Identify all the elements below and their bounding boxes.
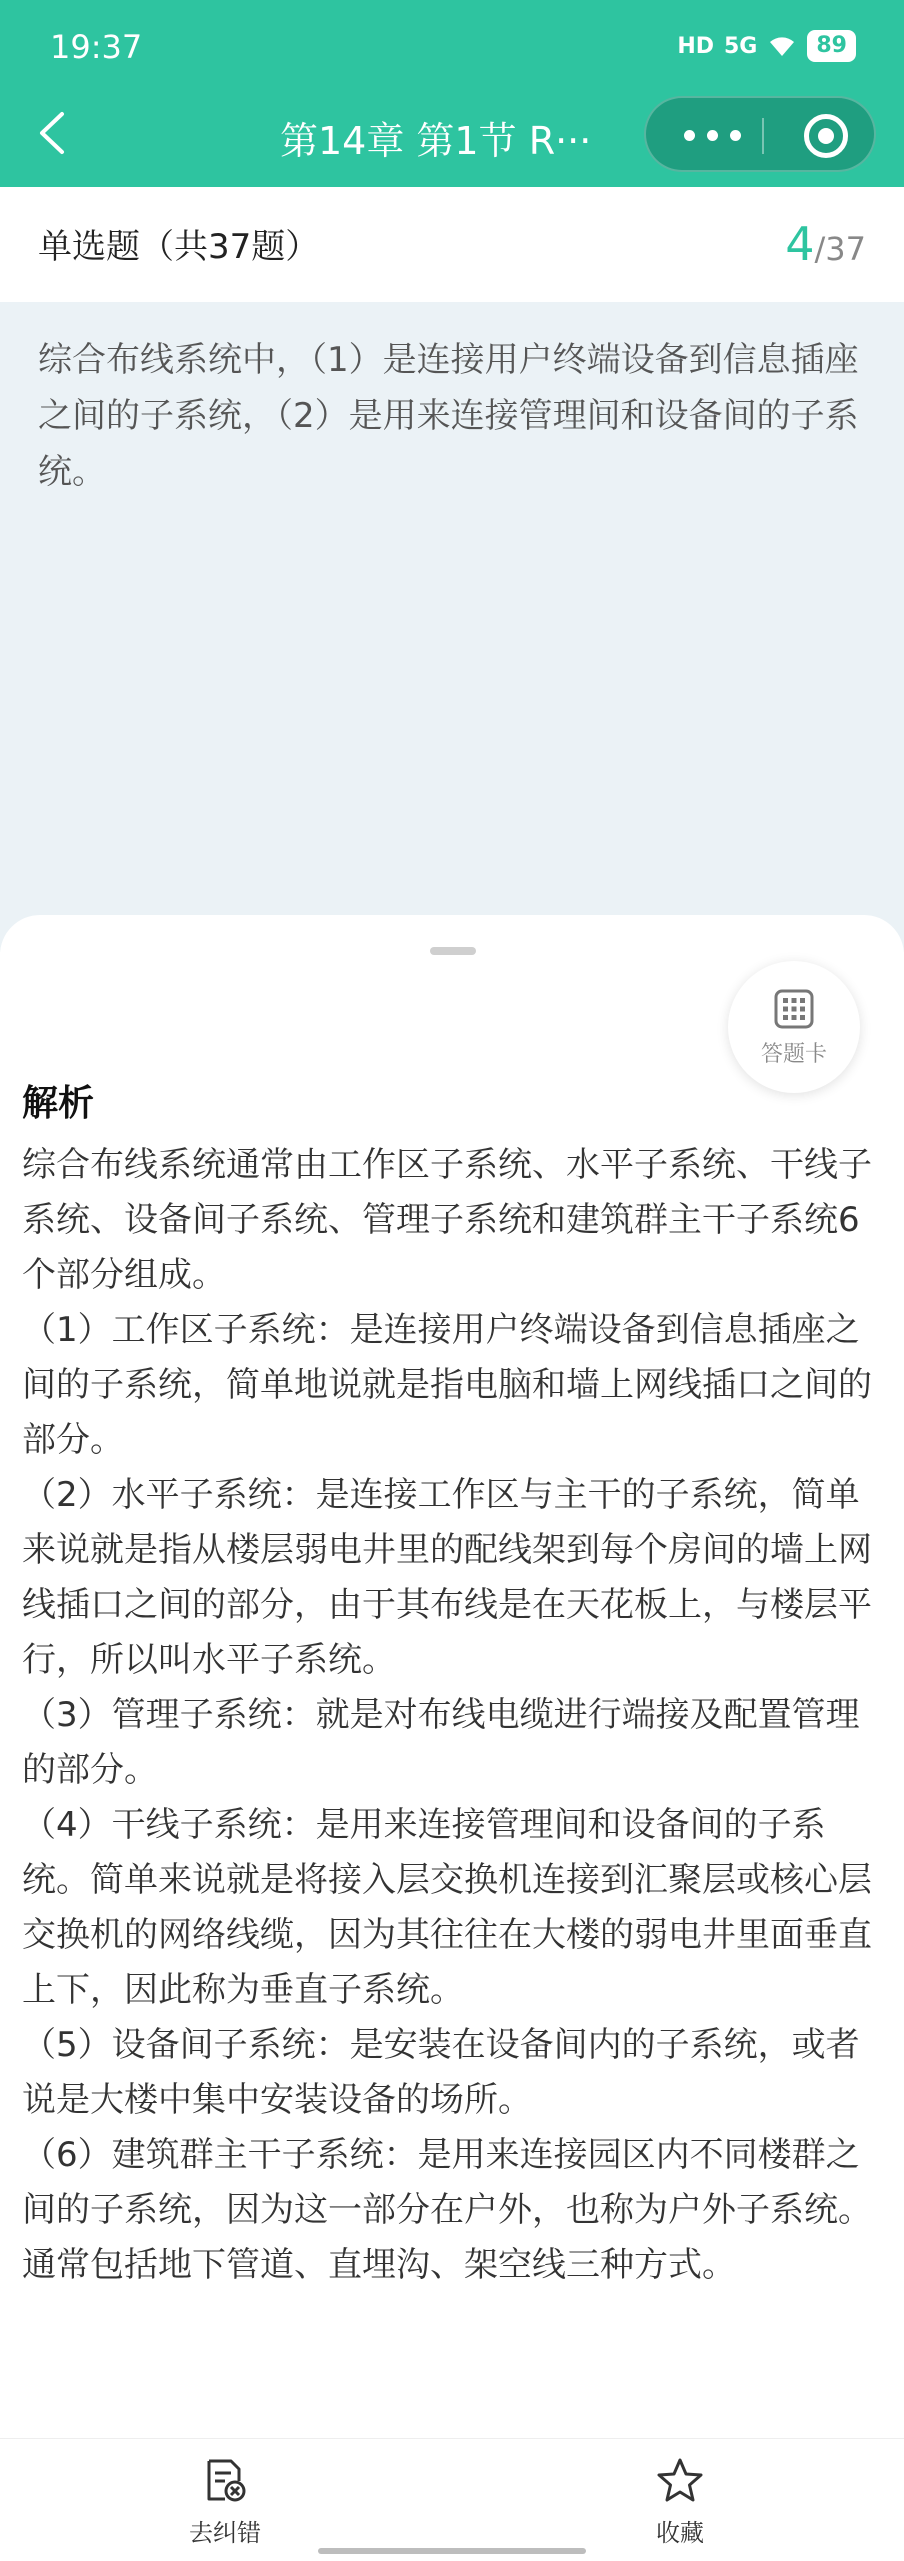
- explanation-body: [22, 1138, 880, 2293]
- close-target-icon[interactable]: [804, 114, 848, 158]
- mini-program-capsule: [644, 96, 876, 172]
- capsule-divider: [762, 118, 764, 154]
- report-error-icon: [203, 2457, 247, 2503]
- answer-card-icon: [774, 989, 814, 1029]
- page-title: 第14章 第1节 R···: [280, 119, 592, 163]
- explanation-paragraph: （5）设备间子系统：是安装在设备间内的子系统，或者说是大楼中集中安装设备的场所。: [22, 2025, 860, 2120]
- report-error-button[interactable]: [155, 2457, 295, 2548]
- status-icons: [677, 30, 856, 62]
- explanation-paragraph: （2）水平子系统：是连接工作区与主干的子系统，简单来说就是指从楼层弱电井里的配线架到每个房间的墙上网线插口之间的部分，由于其布线是在天花板上，与楼层平行，所以叫水平子系统。: [22, 1475, 872, 1680]
- more-icon[interactable]: [684, 120, 764, 150]
- total-question-count: /37: [814, 230, 866, 268]
- wifi-icon: [767, 34, 797, 58]
- current-question-number: 4: [785, 217, 815, 271]
- favorite-label: 收藏: [656, 2519, 704, 2547]
- explanation-paragraph: （1）工作区子系统：是连接用户终端设备到信息插座之间的子系统，简单地说就是指电脑和墙上网线插口之间的部分。: [22, 1310, 872, 1460]
- status-time: 19:37: [50, 28, 143, 66]
- bottom-toolbar: [0, 2438, 904, 2561]
- explanation-paragraph: （6）建筑群主干子系统：是用来连接园区内不同楼群之间的子系统，因为这一部分在户外，也称为户外子系统。通常包括地下管道、直埋沟、架空线三种方式。: [22, 2135, 872, 2285]
- explanation-paragraph: （4）干线子系统：是用来连接管理间和设备间的子系统。简单来说就是将接入层交换机连接到汇聚层或核心层交换机的网络线缆，因为其往往在大楼的弱电井里面垂直上下，因此称为垂直子系统。: [22, 1805, 872, 2010]
- answer-card-label: 答题卡: [760, 1042, 827, 1067]
- explanation-heading: 解析: [22, 1083, 95, 1124]
- question-area: [0, 302, 904, 952]
- home-indicator: [318, 2548, 586, 2554]
- explanation-paragraph: （3）管理子系统：就是对布线电缆进行端接及配置管理的部分。: [22, 1695, 860, 1790]
- hd-icon: HD: [677, 33, 714, 59]
- question-text: 综合布线系统中，（1）是连接用户终端设备到信息插座之间的子系统，（2）是用来连接管理间和设备间的子系统。: [38, 340, 859, 492]
- question-counter: [785, 217, 866, 271]
- favorite-button[interactable]: [610, 2457, 750, 2548]
- back-arrow-icon[interactable]: [32, 108, 72, 158]
- top-header: [0, 0, 904, 187]
- question-bar: [0, 187, 904, 302]
- explanation-sheet: [0, 915, 904, 2560]
- star-icon: [656, 2457, 704, 2503]
- signal-icon: 5G: [724, 33, 758, 59]
- question-type: 单选题（共37题）: [38, 227, 320, 267]
- drag-handle[interactable]: [430, 947, 476, 955]
- report-error-label: 去纠错: [189, 2519, 261, 2547]
- explanation-paragraph: 综合布线系统通常由工作区子系统、水平子系统、干线子系统、设备间子系统、管理子系统和建筑群主干子系统6个部分组成。: [22, 1145, 872, 1295]
- answer-card-button[interactable]: [728, 961, 860, 1093]
- battery-icon: 89: [807, 30, 856, 62]
